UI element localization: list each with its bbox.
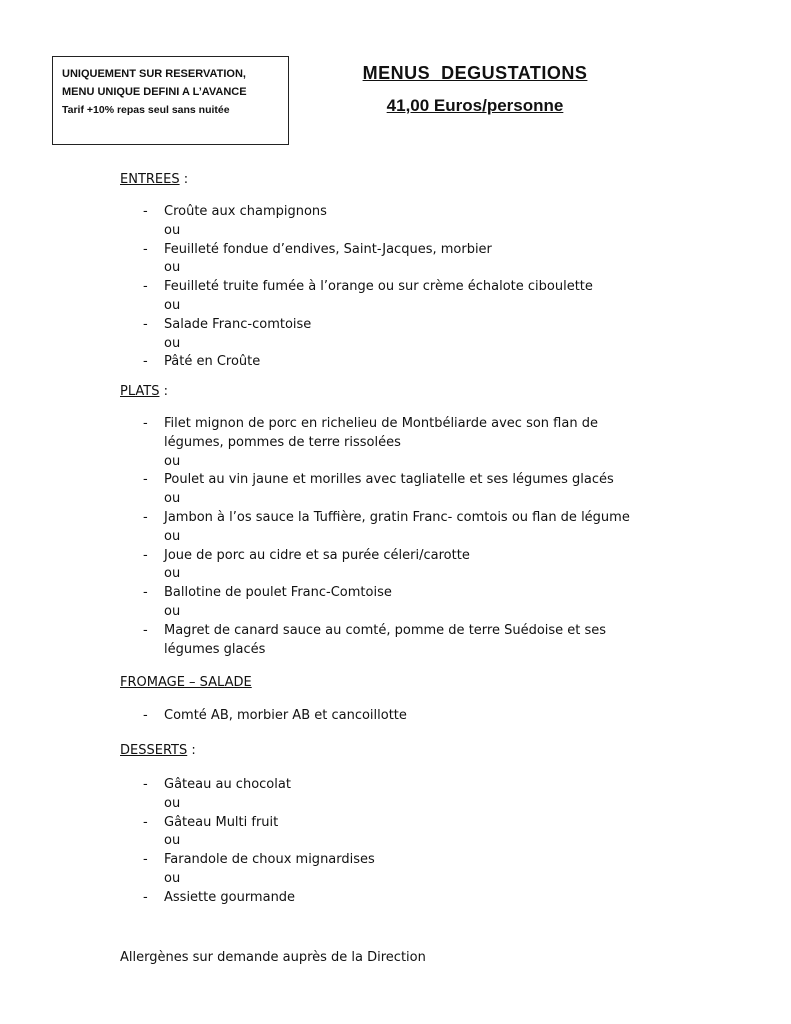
separator-ou: ou — [164, 222, 181, 238]
list-item: - Gâteau au chocolat — [143, 777, 291, 792]
separator-ou: ou — [164, 260, 181, 276]
section-heading-plats: PLATS — [120, 384, 160, 399]
notice-line-reservation: UNIQUEMENT SUR RESERVATION, — [62, 68, 246, 80]
separator-ou: ou — [164, 335, 181, 351]
list-item: - Gâteau Multi fruit — [143, 814, 279, 830]
section-heading-entrees: ENTREES — [120, 172, 180, 187]
dish-name: Pâté en Croûte — [164, 354, 261, 370]
separator-ou: ou — [164, 603, 181, 619]
section-title-plats — [120, 384, 168, 400]
dish-name: Filet mignon de porc en richelieu de Montbéliarde avec son flan de légumes, pommes de terre rissolées — [164, 416, 598, 450]
list-item: - Feuilleté fondue d’endives, Saint-Jacques, morbier — [143, 241, 492, 257]
separator-ou: ou — [164, 297, 181, 313]
list-item: - Pâté en Croûte — [143, 354, 261, 370]
separator-ou: ou — [164, 566, 181, 582]
section-colon: : — [159, 384, 168, 399]
list-item: - Feuilleté truite fumée à l’orange ou sur crème échalote ciboulette — [143, 279, 593, 295]
separator-ou: ou — [164, 491, 181, 507]
list-item: - Comté AB, morbier AB et cancoillotte — [143, 708, 407, 723]
section-title-entrees — [120, 172, 188, 188]
page-title: MENUS DEGUSTATIONS — [362, 63, 588, 83]
section-heading-desserts: DESSERTS — [120, 743, 188, 758]
menu-price: 41,00 Euros/personne — [386, 96, 564, 115]
allergens-note: Allergènes sur demande auprès de la Direction — [120, 950, 426, 965]
dish-name: Gâteau Multi fruit — [164, 814, 279, 830]
section-heading-fromage: FROMAGE – SALADE — [120, 675, 252, 690]
list-item: - Joue de porc au cidre et sa purée céleri/carotte — [143, 547, 470, 563]
section-title-fromage — [120, 675, 252, 691]
dish-name: Magret de canard sauce au comté, pomme de terre Suédoise et ses légumes glacés — [164, 622, 607, 657]
dish-name: Feuilleté truite fumée à l’orange ou sur crème échalote ciboulette — [164, 279, 593, 295]
dish-name: Gâteau au chocolat — [164, 777, 291, 792]
list-item: - Filet mignon de porc en richelieu de Montbéliarde avec son flan de légumes, pommes de terre rissolées — [143, 416, 598, 450]
dish-name: Salade Franc-comtoise — [164, 316, 312, 332]
separator-ou: ou — [164, 453, 181, 469]
list-item: - Jambon à l’os sauce la Tuffière, gratin Franc- comtois ou flan de légume — [143, 509, 630, 525]
list-fromage — [140, 707, 660, 726]
list-item: - Salade Franc-comtoise — [143, 316, 312, 332]
separator-ou: ou — [164, 833, 181, 849]
list-item: - Croûte aux champignons — [143, 204, 327, 219]
notice-line-unique-menu: MENU UNIQUE DEFINI A L’AVANCE — [62, 86, 247, 98]
list-plats — [140, 415, 660, 659]
list-item: - Assiette gourmande — [143, 889, 296, 905]
list-item: - Poulet au vin jaune et morilles avec tagliatelle et ses légumes glacés — [143, 472, 614, 488]
list-item: - Farandole de choux mignardises — [143, 852, 375, 868]
dish-name: Assiette gourmande — [164, 889, 296, 905]
dish-name: Ballotine de poulet Franc-Comtoise — [164, 585, 392, 601]
dish-name: Farandole de choux mignardises — [164, 852, 375, 868]
separator-ou: ou — [164, 528, 181, 544]
section-colon: : — [179, 172, 189, 187]
list-item: - Ballotine de poulet Franc-Comtoise — [143, 585, 392, 601]
dish-name: Feuilleté fondue d’endives, Saint-Jacques, morbier — [164, 241, 492, 257]
section-title-desserts — [120, 743, 196, 759]
dish-name: Comté AB, morbier AB et cancoillotte — [164, 708, 407, 723]
separator-ou: ou — [164, 795, 181, 811]
separator-ou: ou — [164, 870, 181, 886]
dish-name: Joue de porc au cidre et sa purée céleri/carotte — [164, 547, 470, 563]
dish-name: Croûte aux champignons — [164, 204, 327, 219]
dish-name: Jambon à l’os sauce la Tuffière, gratin Franc- comtois ou flan de légume — [164, 509, 630, 525]
list-desserts — [140, 776, 660, 908]
notice-line-tarif: Tarif +10% repas seul sans nuitée — [62, 104, 230, 116]
dish-name: Poulet au vin jaune et morilles avec tagliatelle et ses légumes glacés — [164, 472, 614, 488]
section-colon: : — [187, 743, 196, 758]
list-item: - Magret de canard sauce au comté, pomme de terre Suédoise et ses légumes glacés — [143, 622, 607, 657]
list-entrees — [140, 203, 660, 372]
reservation-notice-box — [52, 56, 289, 145]
